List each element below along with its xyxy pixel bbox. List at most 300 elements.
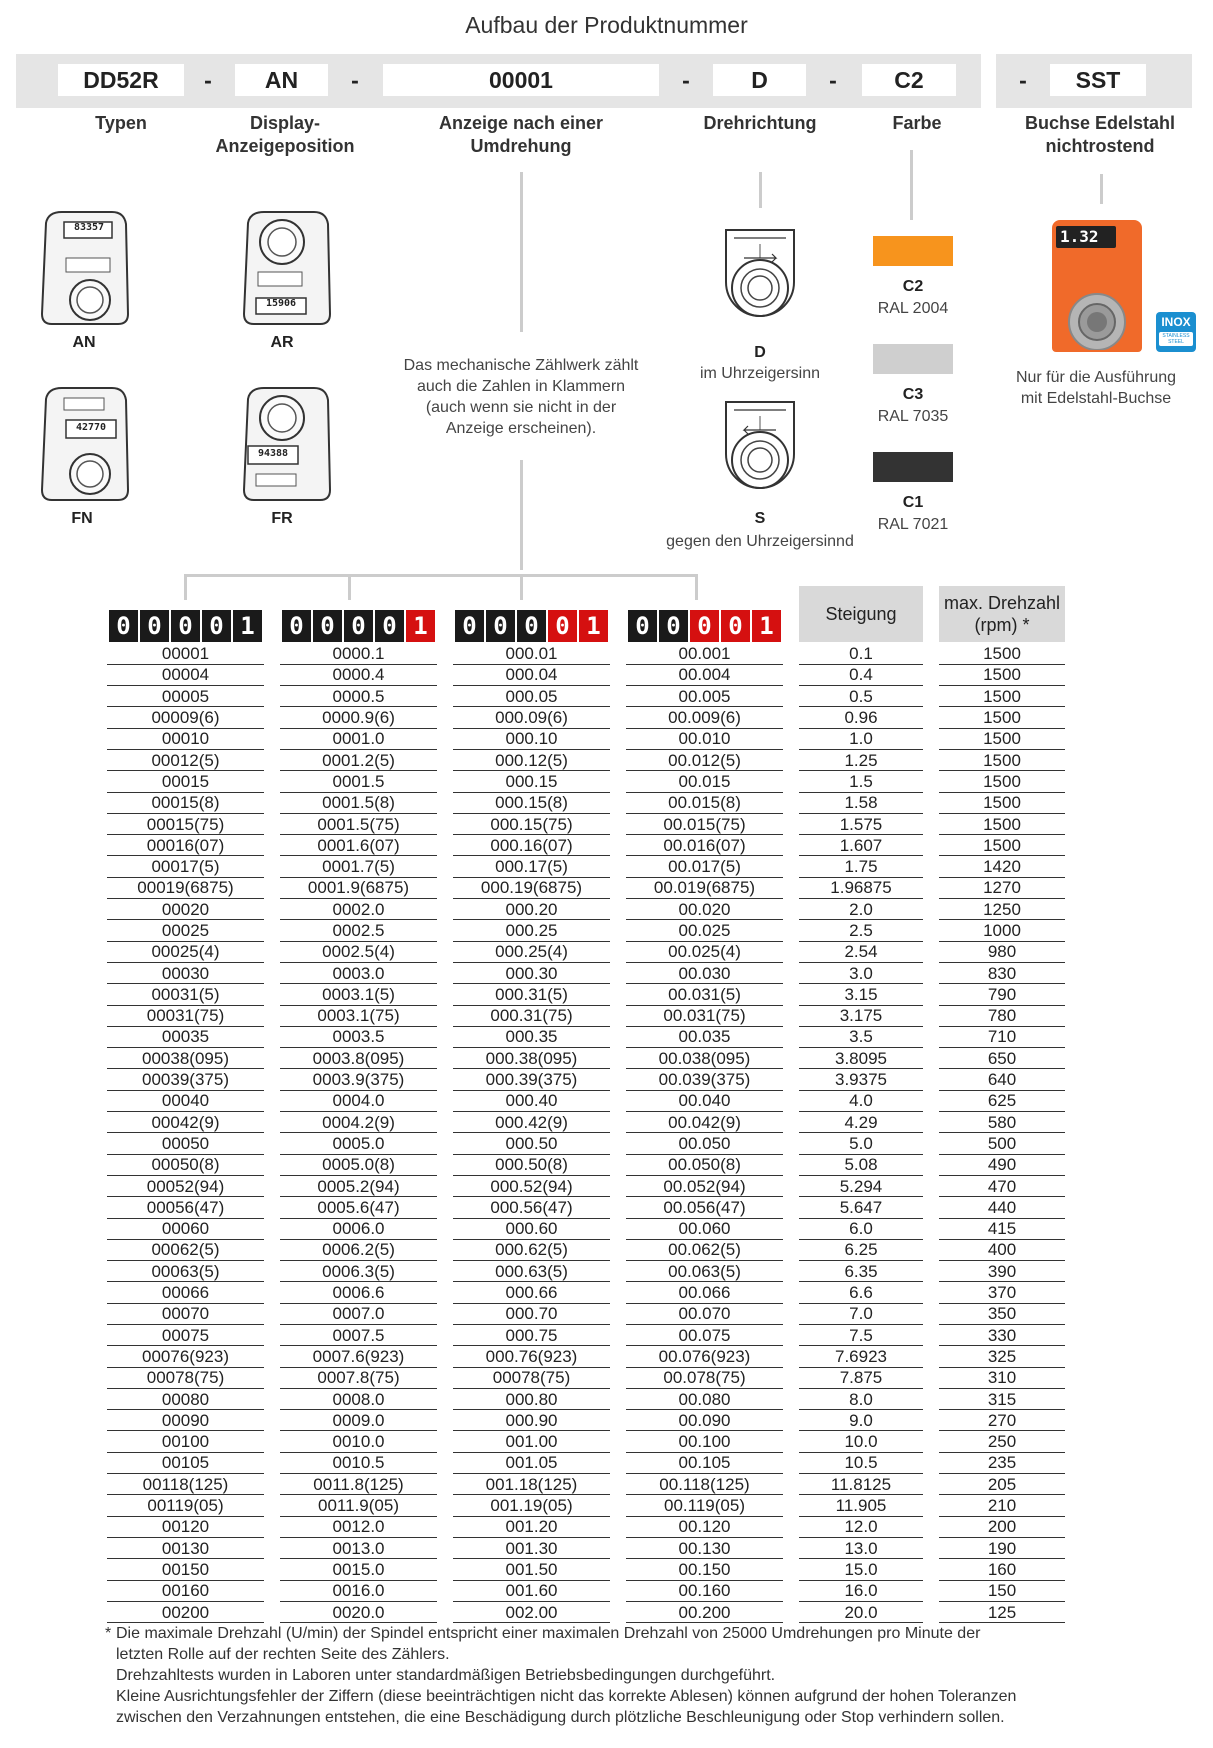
- table-row: [107, 1346, 1065, 1367]
- label-typen: Typen: [95, 113, 147, 133]
- column-gap: [783, 1346, 799, 1367]
- table-cell: 4.0: [799, 1090, 923, 1111]
- color-ral-c3: RAL 7035: [877, 408, 949, 425]
- table-cell: 00020: [107, 899, 264, 920]
- rotation-s-text: gegen den Uhrzeigersinnd: [666, 533, 854, 550]
- column-gap: [437, 1452, 453, 1473]
- column-gap: [783, 1005, 799, 1026]
- table-row: [107, 813, 1065, 834]
- column-gap: [923, 1410, 939, 1431]
- column-gap: [610, 1495, 626, 1516]
- table-cell: 000.12(5): [453, 749, 610, 770]
- table-cell: 00130: [107, 1537, 264, 1558]
- table-cell: 00.030: [626, 962, 783, 983]
- table-cell: 0001.9(6875): [280, 877, 437, 898]
- column-gap: [783, 856, 799, 877]
- digit-cell: 0: [659, 610, 688, 642]
- table-cell: 1000: [939, 920, 1065, 941]
- table-cell: 6.0: [799, 1218, 923, 1239]
- table-row: [107, 1197, 1065, 1218]
- column-gap: [783, 1197, 799, 1218]
- sst-display-digits: 1.32: [1060, 227, 1099, 246]
- column-gap: [264, 1175, 280, 1196]
- column-gap: [923, 920, 939, 941]
- column-gap: [437, 813, 453, 834]
- column-gap: [923, 1537, 939, 1558]
- table-row: [107, 877, 1065, 898]
- table-cell: 001.20: [453, 1516, 610, 1537]
- column-gap: [923, 686, 939, 707]
- table-cell: 16.0: [799, 1580, 923, 1601]
- column-gap: [264, 1367, 280, 1388]
- column-gap: [437, 1197, 453, 1218]
- table-cell: 000.80: [453, 1388, 610, 1409]
- header-drehzahl: max. Drehzahl (rpm) *: [939, 586, 1065, 642]
- table-cell: 625: [939, 1090, 1065, 1111]
- table-cell: 00.119(05): [626, 1495, 783, 1516]
- column-gap: [264, 1580, 280, 1601]
- table-cell: 0000.4: [280, 664, 437, 685]
- column-gap: [610, 1580, 626, 1601]
- column-gap: [923, 664, 939, 685]
- column-gap: [610, 1346, 626, 1367]
- column-gap: [923, 813, 939, 834]
- code-dash: -: [682, 67, 690, 93]
- color-swatch-c2: [873, 236, 953, 266]
- column-gap: [923, 707, 939, 728]
- table-cell: 00050(8): [107, 1154, 264, 1175]
- digit-cell: 0: [486, 610, 515, 642]
- table-row: [107, 1218, 1065, 1239]
- column-gap: [610, 962, 626, 983]
- table-cell: 000.01: [453, 643, 610, 664]
- column-gap: [610, 1112, 626, 1133]
- column-gap: [264, 1495, 280, 1516]
- table-cell: 00060: [107, 1218, 264, 1239]
- digit-cell: 0: [282, 610, 311, 642]
- column-gap: [437, 1495, 453, 1516]
- table-cell: 000.63(5): [453, 1261, 610, 1282]
- digit-cell: 0: [202, 610, 231, 642]
- column-gap: [610, 1452, 626, 1473]
- table-cell: 002.00: [453, 1601, 610, 1622]
- code-buchse: SST: [1050, 64, 1146, 96]
- column-gap: [783, 1388, 799, 1409]
- connector-tick: [184, 574, 187, 600]
- column-gap: [923, 1005, 939, 1026]
- column-gap: [264, 1346, 280, 1367]
- column-gap: [923, 1090, 939, 1111]
- table-cell: 000.35: [453, 1026, 610, 1047]
- table-cell: 00.017(5): [626, 856, 783, 877]
- connector-tick: [348, 574, 351, 600]
- column-gap: [923, 1239, 939, 1260]
- table-cell: 0003.8(095): [280, 1048, 437, 1069]
- table-cell: 0006.6: [280, 1282, 437, 1303]
- table-cell: 00066: [107, 1282, 264, 1303]
- table-cell: 0001.7(5): [280, 856, 437, 877]
- table-cell: 270: [939, 1410, 1065, 1431]
- table-cell: 00.012(5): [626, 749, 783, 770]
- label-farbe: Farbe: [892, 113, 942, 133]
- column-gap: [437, 1048, 453, 1069]
- table-row: [107, 1474, 1065, 1495]
- table-cell: 1500: [939, 771, 1065, 792]
- column-gap: [437, 899, 453, 920]
- column-gap: [264, 1112, 280, 1133]
- code-dash: -: [1019, 67, 1027, 93]
- column-gap: [610, 856, 626, 877]
- display-code-fn: FN: [71, 510, 93, 527]
- column-gap: [437, 771, 453, 792]
- column-gap: [264, 1026, 280, 1047]
- column-gap: [923, 1218, 939, 1239]
- column-gap: [264, 1069, 280, 1090]
- table-cell: 0010.5: [280, 1452, 437, 1473]
- counter-digits: 42770: [75, 422, 107, 433]
- table-cell: 000.50(8): [453, 1154, 610, 1175]
- column-gap: [783, 1367, 799, 1388]
- table-cell: 00.052(94): [626, 1175, 783, 1196]
- column-gap: [783, 835, 799, 856]
- table-cell: 00.160: [626, 1580, 783, 1601]
- table-cell: 000.09(6): [453, 707, 610, 728]
- table-row: [107, 1048, 1065, 1069]
- column-gap: [610, 1133, 626, 1154]
- table-cell: 400: [939, 1239, 1065, 1260]
- table-cell: 0.4: [799, 664, 923, 685]
- table-cell: 00.130: [626, 1537, 783, 1558]
- page-title: Aufbau der Produktnummer: [465, 12, 748, 38]
- connector-buchse: [1100, 174, 1103, 204]
- table-cell: 00.050: [626, 1133, 783, 1154]
- table-cell: 00.004: [626, 664, 783, 685]
- table-cell: 000.30: [453, 962, 610, 983]
- column-gap: [264, 984, 280, 1005]
- table-row: [107, 643, 1065, 664]
- column-gap: [923, 1197, 939, 1218]
- table-cell: 0005.6(47): [280, 1197, 437, 1218]
- column-gap: [437, 728, 453, 749]
- footnote-line: Kleine Ausrichtungsfehler der Ziffern (diese beeinträchtigen nicht das korrekte Ablesen) können aufgrund der hohen Toleranzen: [116, 1688, 1017, 1705]
- column-gap: [437, 1175, 453, 1196]
- footnote: [107, 1623, 1077, 1728]
- column-gap: [923, 1069, 939, 1090]
- column-gap: [610, 899, 626, 920]
- column-gap: [783, 1218, 799, 1239]
- table-cell: 0005.0: [280, 1133, 437, 1154]
- table-row: [107, 1175, 1065, 1196]
- table-cell: 00.035: [626, 1026, 783, 1047]
- column-gap: [783, 1239, 799, 1260]
- column-gap: [610, 1282, 626, 1303]
- table-cell: 0003.1(5): [280, 984, 437, 1005]
- table-cell: 00.075: [626, 1325, 783, 1346]
- column-gap: [923, 1580, 939, 1601]
- table-cell: 00.080: [626, 1388, 783, 1409]
- sst-note: Nur für die Ausführung mit Edelstahl-Buchse: [1015, 369, 1177, 407]
- column-gap: [610, 1601, 626, 1622]
- table-cell: 7.5: [799, 1325, 923, 1346]
- table-cell: 7.875: [799, 1367, 923, 1388]
- column-gap: [264, 643, 280, 664]
- table-row: [107, 1516, 1065, 1537]
- table-cell: 0000.9(6): [280, 707, 437, 728]
- table-cell: 3.15: [799, 984, 923, 1005]
- footnote-line: Die maximale Drehzahl (U/min) der Spindel entspricht einer maximalen Drehzahl von 25000 Umdrehungen pro Minute der: [116, 1625, 981, 1642]
- table-row: [107, 1410, 1065, 1431]
- table-row: [107, 1112, 1065, 1133]
- rotation-d-code: D: [754, 344, 766, 361]
- steel-bushing-icon: [1062, 288, 1132, 350]
- column-gap: [783, 920, 799, 941]
- table-cell: 000.17(5): [453, 856, 610, 877]
- table-cell: 000.42(9): [453, 1112, 610, 1133]
- table-cell: 000.31(75): [453, 1005, 610, 1026]
- column-gap: [923, 643, 939, 664]
- table-cell: 1500: [939, 707, 1065, 728]
- table-cell: 00076(923): [107, 1346, 264, 1367]
- table-cell: 00056(47): [107, 1197, 264, 1218]
- column-gap: [437, 1090, 453, 1111]
- column-gap: [437, 664, 453, 685]
- table-cell: 00031(5): [107, 984, 264, 1005]
- column-gap: [783, 1154, 799, 1175]
- column-gap: [264, 1452, 280, 1473]
- table-cell: 0.96: [799, 707, 923, 728]
- table-cell: 1500: [939, 643, 1065, 664]
- table-cell: 1500: [939, 749, 1065, 770]
- column-gap: [264, 1005, 280, 1026]
- table-cell: 0008.0: [280, 1388, 437, 1409]
- table-cell: 415: [939, 1218, 1065, 1239]
- column-gap: [437, 1580, 453, 1601]
- column-gap: [923, 941, 939, 962]
- table-cell: 1.575: [799, 813, 923, 834]
- table-row: [107, 899, 1065, 920]
- column-gap: [783, 1559, 799, 1580]
- table-cell: 150: [939, 1580, 1065, 1601]
- table-cell: 0003.5: [280, 1026, 437, 1047]
- column-gap: [783, 1282, 799, 1303]
- table-cell: 00075: [107, 1325, 264, 1346]
- column-gap: [264, 1388, 280, 1409]
- column-gap: [264, 1559, 280, 1580]
- table-cell: 8.0: [799, 1388, 923, 1409]
- column-gap: [264, 1474, 280, 1495]
- column-gap: [783, 1474, 799, 1495]
- column-gap: [923, 1261, 939, 1282]
- digit-header-1: [107, 610, 264, 642]
- column-gap: [610, 1303, 626, 1324]
- table-row: [107, 1303, 1065, 1324]
- table-cell: 00.063(5): [626, 1261, 783, 1282]
- table-cell: 00.090: [626, 1410, 783, 1431]
- column-gap: [437, 643, 453, 664]
- table-row: [107, 962, 1065, 983]
- column-gap: [437, 686, 453, 707]
- table-cell: 1500: [939, 813, 1065, 834]
- table-cell: 0015.0: [280, 1559, 437, 1580]
- column-gap: [610, 664, 626, 685]
- column-gap: [610, 984, 626, 1005]
- connector-bracket: [184, 574, 698, 577]
- table-row: [107, 1026, 1065, 1047]
- column-gap: [437, 1154, 453, 1175]
- color-ral-c1: RAL 7021: [877, 516, 949, 533]
- digit-cell: 0: [721, 610, 750, 642]
- digit-cell: 0: [313, 610, 342, 642]
- column-gap: [264, 1516, 280, 1537]
- table-cell: 310: [939, 1367, 1065, 1388]
- column-gap: [437, 962, 453, 983]
- column-gap: [264, 1090, 280, 1111]
- table-cell: 000.40: [453, 1090, 610, 1111]
- column-gap: [437, 1261, 453, 1282]
- table-cell: 000.50: [453, 1133, 610, 1154]
- display-code-fr: FR: [271, 510, 293, 527]
- code-display: AN: [235, 64, 328, 96]
- table-cell: 000.66: [453, 1282, 610, 1303]
- column-gap: [923, 1516, 939, 1537]
- table-cell: 00080: [107, 1388, 264, 1409]
- table-cell: 370: [939, 1282, 1065, 1303]
- column-gap: [264, 835, 280, 856]
- column-gap: [610, 686, 626, 707]
- column-gap: [783, 962, 799, 983]
- table-cell: 390: [939, 1261, 1065, 1282]
- column-gap: [783, 1175, 799, 1196]
- table-row: [107, 835, 1065, 856]
- column-gap: [783, 728, 799, 749]
- column-gap: [923, 1154, 939, 1175]
- table-cell: 315: [939, 1388, 1065, 1409]
- table-cell: 00040: [107, 1090, 264, 1111]
- sst-product-image: [1052, 220, 1142, 352]
- column-gap: [437, 792, 453, 813]
- column-gap: [437, 1133, 453, 1154]
- column-gap: [437, 1282, 453, 1303]
- digit-cell: 0: [109, 610, 138, 642]
- counter-device-icon: [236, 384, 336, 504]
- column-gap: [923, 1367, 939, 1388]
- column-gap: [264, 1537, 280, 1558]
- table-cell: 3.9375: [799, 1069, 923, 1090]
- column-gap: [783, 877, 799, 898]
- table-row: [107, 1388, 1065, 1409]
- table-cell: 00015(8): [107, 792, 264, 813]
- table-cell: 0003.9(375): [280, 1069, 437, 1090]
- column-gap: [783, 1601, 799, 1622]
- column-gap: [783, 1410, 799, 1431]
- table-row: [107, 1090, 1065, 1111]
- table-row: [107, 1261, 1065, 1282]
- table-cell: 9.0: [799, 1410, 923, 1431]
- color-swatch-c3: [873, 344, 953, 374]
- table-cell: 00035: [107, 1026, 264, 1047]
- table-cell: 11.905: [799, 1495, 923, 1516]
- column-gap: [783, 1026, 799, 1047]
- column-gap: [437, 1303, 453, 1324]
- table-cell: 0013.0: [280, 1537, 437, 1558]
- column-gap: [610, 1367, 626, 1388]
- table-cell: 3.8095: [799, 1048, 923, 1069]
- table-cell: 000.15(75): [453, 813, 610, 834]
- table-row: [107, 1580, 1065, 1601]
- table-row: [107, 686, 1065, 707]
- table-cell: 1.75: [799, 856, 923, 877]
- column-gap: [264, 771, 280, 792]
- table-cell: 250: [939, 1431, 1065, 1452]
- column-gap: [783, 643, 799, 664]
- counter-device-icon: [236, 208, 336, 328]
- table-cell: 6.35: [799, 1261, 923, 1282]
- column-gap: [264, 941, 280, 962]
- table-row: [107, 1431, 1065, 1452]
- table-cell: 160: [939, 1559, 1065, 1580]
- column-gap: [610, 1154, 626, 1175]
- table-cell: 00042(9): [107, 1112, 264, 1133]
- table-cell: 00.050(8): [626, 1154, 783, 1175]
- table-cell: 205: [939, 1474, 1065, 1495]
- table-cell: 10.0: [799, 1431, 923, 1452]
- table-row: [107, 1367, 1065, 1388]
- table-cell: 000.25(4): [453, 941, 610, 962]
- digit-cell: 0: [344, 610, 373, 642]
- table-cell: 15.0: [799, 1559, 923, 1580]
- column-gap: [264, 707, 280, 728]
- column-gap: [264, 1239, 280, 1260]
- digit-cell: 0: [690, 610, 719, 642]
- table-cell: 235: [939, 1452, 1065, 1473]
- column-gap: [610, 920, 626, 941]
- rotation-s-code: S: [754, 510, 766, 527]
- table-cell: 0002.5(4): [280, 941, 437, 962]
- table-cell: 0007.6(923): [280, 1346, 437, 1367]
- table-cell: 650: [939, 1048, 1065, 1069]
- table-cell: 00.025(4): [626, 941, 783, 962]
- table-row: [107, 984, 1065, 1005]
- column-gap: [437, 1218, 453, 1239]
- digit-cell: 0: [628, 610, 657, 642]
- table-cell: 1500: [939, 664, 1065, 685]
- column-gap: [610, 1325, 626, 1346]
- table-cell: 7.6923: [799, 1346, 923, 1367]
- table-cell: 00.015: [626, 771, 783, 792]
- column-gap: [437, 984, 453, 1005]
- column-gap: [264, 1303, 280, 1324]
- column-gap: [783, 1112, 799, 1133]
- column-gap: [923, 856, 939, 877]
- column-gap: [264, 1133, 280, 1154]
- table-cell: 00030: [107, 962, 264, 983]
- table-cell: 00.150: [626, 1559, 783, 1580]
- column-gap: [264, 1261, 280, 1282]
- column-gap: [923, 792, 939, 813]
- device-ar: [236, 208, 336, 328]
- table-cell: 10.5: [799, 1452, 923, 1473]
- column-gap: [923, 1388, 939, 1409]
- table-cell: 0000.1: [280, 643, 437, 664]
- table-cell: 1.96875: [799, 877, 923, 898]
- column-gap: [923, 1175, 939, 1196]
- connector-dreh: [759, 172, 762, 208]
- table-cell: 1500: [939, 792, 1065, 813]
- code-dash: -: [351, 67, 359, 93]
- counter-device-icon: [34, 384, 134, 504]
- table-cell: 0007.8(75): [280, 1367, 437, 1388]
- table-cell: 000.76(923): [453, 1346, 610, 1367]
